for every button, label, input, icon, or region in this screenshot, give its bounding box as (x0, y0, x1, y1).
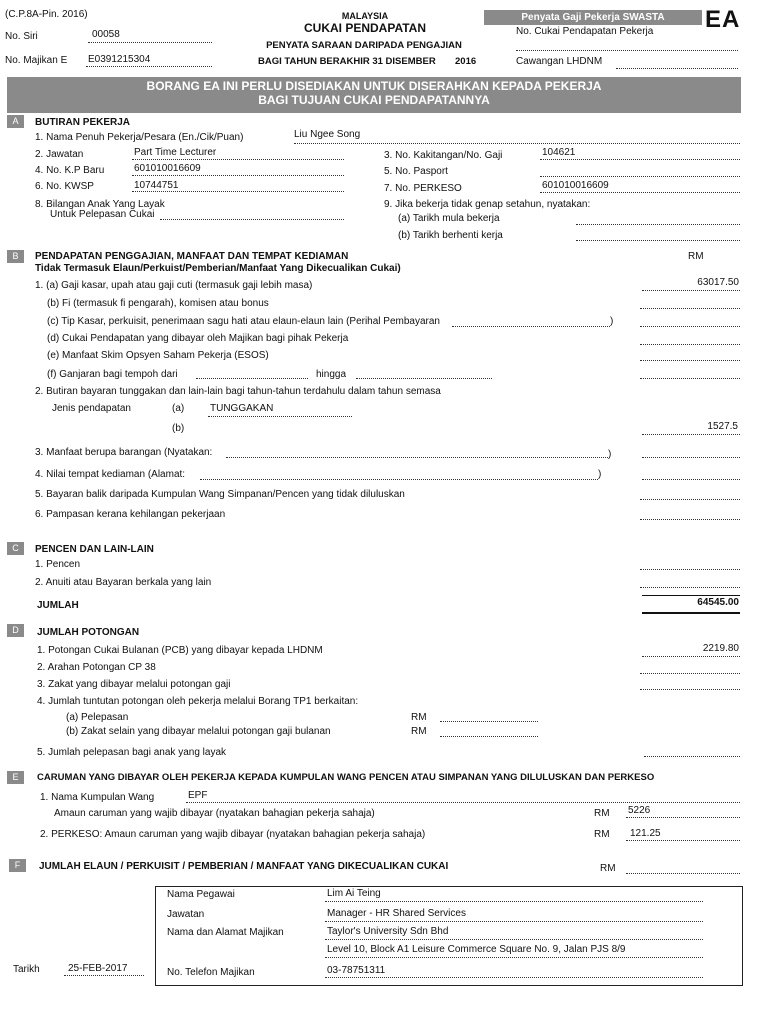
d4a-rm: RM (411, 712, 427, 723)
b5-line[interactable] (640, 499, 740, 500)
no-majikan-label: No. Majikan E (5, 55, 68, 66)
d4b-line[interactable] (440, 736, 538, 737)
cawangan-label: Cawangan LHDNM (516, 56, 603, 67)
telefon-label: No. Telefon Majikan (167, 967, 255, 978)
b2a-marker: (a) (172, 403, 185, 414)
instruction-banner (7, 77, 741, 113)
kwsp-value: 10744751 (134, 180, 179, 191)
b1d-label: (d) Cukai Pendapatan yang dibayar oleh Majikan bagi pihak Pekerja (47, 333, 349, 344)
d5-label: 5. Jumlah pelepasan bagi anak yang layak (37, 747, 227, 758)
kp-label: 4. No. K.P Baru (35, 165, 105, 176)
mula-line[interactable] (576, 224, 740, 225)
form-code: EA (705, 6, 741, 33)
anak-label-1: 8. Bilangan Anak Yang Layak (35, 199, 165, 210)
jenis-label: Jenis pendapatan (52, 403, 131, 414)
pegawai-value: Lim Ai Teing (327, 888, 381, 899)
d3-label: 3. Zakat yang dibayar melalui potongan gaji (37, 679, 231, 690)
jawatan-line (132, 159, 344, 160)
alamat-label: Nama dan Alamat Majikan (167, 927, 284, 938)
tidak-genap-label: 9. Jika bekerja tidak genap setahun, nyatakan: (384, 199, 591, 210)
mula-label: (a) Tarikh mula bekerja (398, 213, 500, 224)
no-majikan-value: E0391215304 (88, 54, 151, 65)
epf-rm: RM (594, 808, 610, 819)
b4-label: 4. Nilai tempat kediaman (Alamat: (35, 469, 186, 480)
telefon-line (325, 977, 703, 978)
d2-label: 2. Arahan Potongan CP 38 (37, 662, 156, 673)
telefon-value: 03-78751311 (327, 965, 386, 976)
b4-close: ) (598, 469, 602, 480)
section-b-subtitle: Tidak Termasuk Elaun/Perkuist/Pemberian/Manfaat Yang Dikecualikan Cukai) (35, 263, 401, 274)
b3-desc-line[interactable] (226, 457, 608, 458)
d3-line[interactable] (640, 689, 740, 690)
section-b-title: PENDAPATAN PENGGAJIAN, MANFAAT DAN TEMPAT KEDIAMAN (35, 251, 349, 262)
d1-label: 1. Potongan Cukai Bulanan (PCB) yang dibayar kepada LHDNM (37, 645, 323, 656)
b2-label: 2. Butiran bayaran tunggakan dan lain-lain bagi tahun-tahun terdahulu dalam tahun semasa (35, 386, 441, 397)
form-reference: (C.P.8A-Pin. 2016) (5, 9, 88, 20)
year-value: 2016 (455, 56, 477, 67)
b2b-marker: (b) (172, 423, 185, 434)
b1a-value: 63017.50 (697, 277, 739, 288)
d4b-rm: RM (411, 726, 427, 737)
section-d-badge: D (7, 624, 24, 637)
section-b-badge: B (7, 250, 24, 263)
name-value: Liu Ngee Song (294, 129, 361, 140)
year-line: BAGI TAHUN BERAKHIR 31 DISEMBER (258, 56, 436, 67)
kakitangan-label: 3. No. Kakitangan/No. Gaji (384, 150, 503, 161)
perkeso-rm: RM (594, 829, 610, 840)
b2b-value: 1527.5 (707, 421, 738, 432)
section-a-title: BUTIRAN PEKERJA (35, 117, 131, 128)
d1-value: 2219.80 (702, 643, 739, 654)
jumlah-label: JUMLAH (37, 600, 79, 611)
section-d-title: JUMLAH POTONGAN (37, 627, 140, 638)
d2-line[interactable] (640, 673, 740, 674)
country-label: MALAYSIA (341, 11, 389, 21)
b2a-value: TUNGGAKAN (210, 403, 274, 414)
paspot-line[interactable] (540, 176, 740, 177)
b3-line[interactable] (642, 457, 740, 458)
c1-line[interactable] (640, 569, 740, 570)
b6-line[interactable] (640, 519, 740, 520)
page-title: CUKAI PENDAPATAN (304, 21, 426, 35)
b1c-label: (c) Tip Kasar, perkuisit, penerimaan sagu hati atau elaun-elaun lain (Perihal Pembayaran (47, 316, 440, 327)
b1c-close: ) (610, 316, 614, 327)
b2a-line (208, 416, 352, 417)
section-c-title: PENCEN DAN LAIN-LAIN (35, 544, 154, 555)
b6-label: 6. Pampasan kerana kehilangan pekerjaan (35, 509, 226, 520)
kwsp-label: 6. No. KWSP (35, 181, 94, 192)
employer-address-line (325, 957, 703, 958)
kwsp-line (132, 191, 344, 192)
b1b-label: (b) Fi (termasuk fi pengarah), komisen atau bonus (47, 298, 269, 309)
b1f-to-line[interactable] (356, 378, 492, 379)
b1e-label: (e) Manfaat Skim Opsyen Saham Pekerja (ESOS) (47, 350, 269, 361)
e2-label: 2. PERKESO: Amaun caruman yang wajib dibayar (nyatakan bahagian pekerja sahaja) (40, 829, 426, 840)
tarikh-value: 25-FEB-2017 (68, 963, 128, 974)
form-type-badge: Penyata Gaji Pekerja SWASTA (484, 10, 702, 25)
b1a-label: 1. (a) Gaji kasar, upah atau gaji cuti (termasuk gaji lebih masa) (35, 280, 313, 291)
perkeso-contrib-value: 121.25 (630, 828, 661, 839)
berhenti-line[interactable] (576, 240, 740, 241)
jumlah-top-rule (642, 595, 740, 596)
fund-line (186, 802, 740, 803)
e1-label: 1. Nama Kumpulan Wang (40, 792, 155, 803)
fund-value: EPF (188, 790, 208, 801)
tarikh-line (64, 975, 144, 976)
anak-label-2: Untuk Pelepasan Cukai (50, 209, 155, 220)
b1a-line (642, 290, 740, 291)
jawatan-value: Part Time Lecturer (134, 147, 217, 158)
b1d-line[interactable] (640, 344, 740, 345)
no-cukai-line[interactable] (516, 50, 738, 51)
employer-address: Level 10, Block A1 Leisure Commerce Square No. 9, Jalan PJS 8/9 (327, 944, 626, 955)
no-majikan-line (86, 66, 212, 67)
pegawai-label: Nama Pegawai (167, 889, 235, 900)
perkeso-value: 601010016609 (542, 180, 609, 191)
section-c-badge: C (7, 542, 24, 555)
c2-line[interactable] (640, 587, 740, 588)
banner-line-1: BORANG EA INI PERLU DISEDIAKAN UNTUK DISERAHKAN KEPADA PEKERJA (146, 79, 602, 93)
amaun-label: Amaun caruman yang wajib dibayar (nyatakan bahagian pekerja sahaja) (54, 808, 375, 819)
employer-name-line (325, 939, 703, 940)
section-f-line[interactable] (626, 873, 740, 874)
d5-line[interactable] (644, 756, 740, 757)
section-a-badge: A (7, 115, 24, 128)
c2-label: 2. Anuiti atau Bayaran berkala yang lain (35, 577, 212, 588)
epf-line (626, 817, 740, 818)
section-f-title: JUMLAH ELAUN / PERKUISIT / PEMBERIAN / MANFAAT YANG DIKECUALIKAN CUKAI (39, 861, 449, 872)
emp-jawatan-line (325, 921, 703, 922)
d4a-label: (a) Pelepasan (66, 712, 129, 723)
no-siri-value: 00058 (92, 29, 120, 40)
b1f-line[interactable] (640, 378, 740, 379)
b1f-from-line[interactable] (196, 378, 308, 379)
perkeso-contrib-line (626, 840, 740, 841)
b3-label: 3. Manfaat berupa barangan (Nyatakan: (35, 447, 213, 458)
b2b-line (642, 434, 740, 435)
b4-line[interactable] (642, 479, 740, 480)
epf-value: 5226 (628, 805, 651, 816)
b1b-line[interactable] (640, 308, 740, 309)
b1f-hingga: hingga (316, 369, 347, 380)
kp-line (132, 175, 344, 176)
anak-line[interactable] (160, 219, 344, 220)
no-siri-line (88, 42, 212, 43)
berhenti-label: (b) Tarikh berhenti kerja (398, 230, 503, 241)
section-b-rm: RM (688, 251, 704, 262)
c1-label: 1. Pencen (35, 559, 81, 570)
b1c-perihal-line[interactable] (452, 326, 610, 327)
name-line (294, 143, 740, 144)
d4a-line[interactable] (440, 721, 538, 722)
b4-addr-line[interactable] (200, 479, 598, 480)
paspot-label: 5. No. Pasport (384, 166, 448, 177)
banner-line-2: BAGI TUJUAN CUKAI PENDAPATANNYA (258, 93, 490, 107)
d4-label: 4. Jumlah tuntutan potongan oleh pekerja melalui Borang TP1 berkaitan: (37, 696, 359, 707)
pegawai-line (325, 901, 703, 902)
section-f-badge: F (9, 859, 26, 872)
emp-jawatan-label: Jawatan (167, 909, 205, 920)
perkeso-line (540, 192, 740, 193)
b1c-line[interactable] (640, 326, 740, 327)
page-subtitle: PENYATA SARAAN DARIPADA PENGAJIAN (266, 40, 462, 51)
b5-label: 5. Bayaran balik daripada Kumpulan Wang Simpanan/Pencen yang tidak diluluskan (35, 489, 405, 500)
cawangan-line[interactable] (616, 68, 738, 69)
jumlah-value: 64545.00 (697, 597, 739, 608)
section-e-badge: E (7, 771, 24, 784)
no-siri-label: No. Siri (5, 31, 38, 42)
no-cukai-label: No. Cukai Pendapatan Pekerja (516, 26, 654, 37)
d4b-label: (b) Zakat selain yang dibayar melalui potongan gaji bulanan (66, 726, 331, 737)
d1-line (642, 656, 740, 657)
kakitangan-line (540, 159, 740, 160)
jumlah-bottom-rule (642, 612, 740, 614)
b1f-label: (f) Ganjaran bagi tempoh dari (47, 369, 178, 380)
kp-value: 601010016609 (134, 163, 201, 174)
employer-name: Taylor's University Sdn Bhd (327, 926, 449, 937)
section-e-title: CARUMAN YANG DIBAYAR OLEH PEKERJA KEPADA KUMPULAN WANG PENCEN ATAU SIMPANAN YANG DILULUSKAN DAN PERKESO (37, 772, 655, 783)
b1e-line[interactable] (640, 360, 740, 361)
tarikh-label: Tarikh (13, 964, 40, 975)
section-f-rm: RM (600, 863, 616, 874)
emp-jawatan-value: Manager - HR Shared Services (327, 908, 466, 919)
b3-close: ) (608, 449, 612, 460)
kakitangan-value: 104621 (542, 147, 576, 158)
perkeso-label: 7. No. PERKESO (384, 183, 462, 194)
name-label: 1. Nama Penuh Pekerja/Pesara (En./Cik/Puan) (35, 132, 244, 143)
jawatan-label: 2. Jawatan (35, 149, 84, 160)
